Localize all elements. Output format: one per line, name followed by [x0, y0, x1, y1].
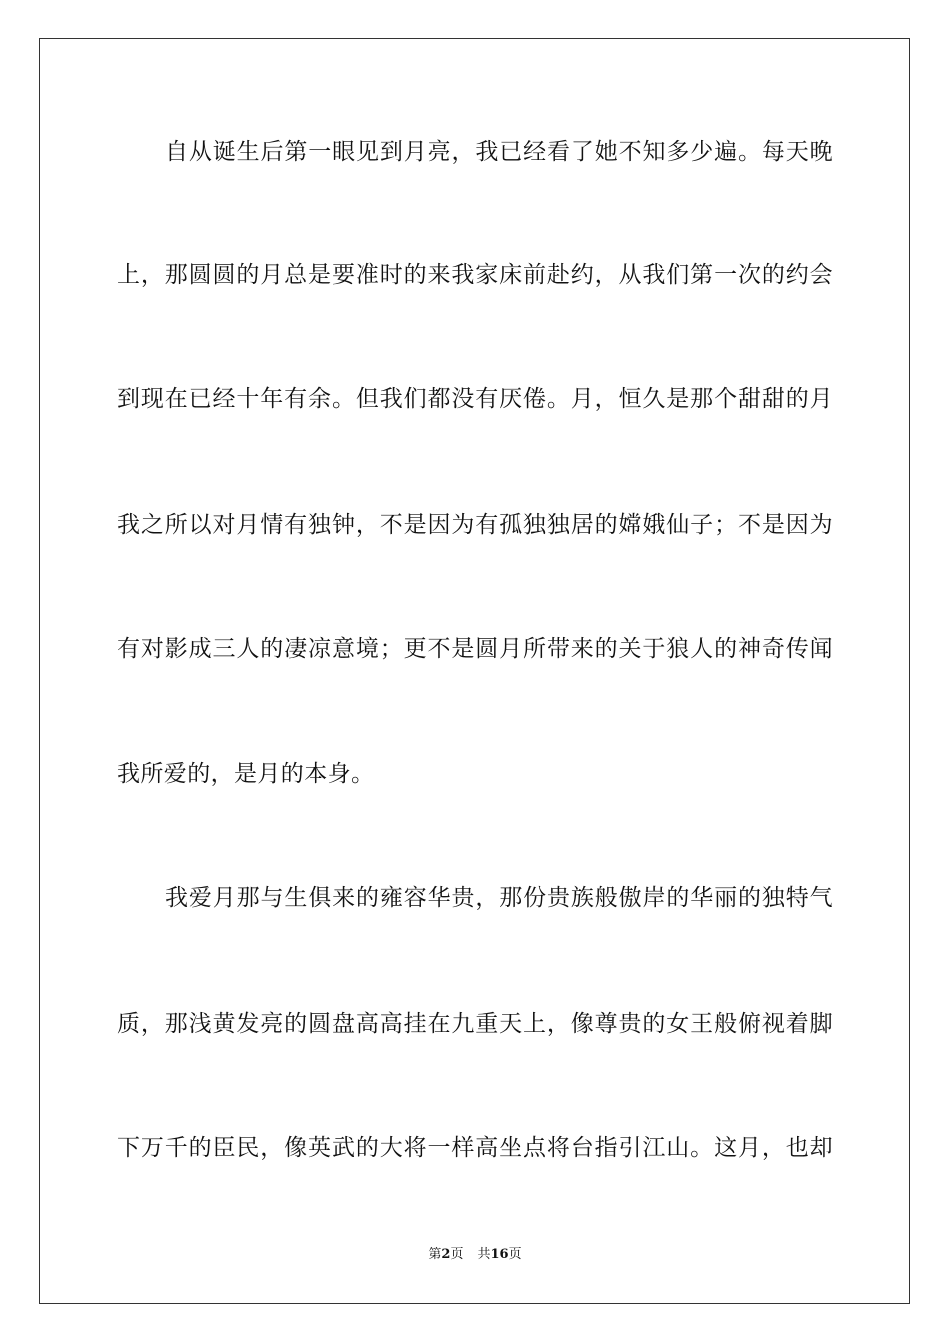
text-line: 我之所以对月情有独钟，不是因为有孤独独居的嫦娥仙子；不是因为 — [117, 512, 833, 538]
total-label-prefix: 共 — [477, 1247, 491, 1262]
total-pages: 16 — [490, 1247, 509, 1262]
page-border — [39, 38, 910, 1304]
page-label-prefix: 第 — [428, 1247, 442, 1262]
page-footer — [0, 1246, 950, 1264]
text-line: 我所爱的，是月的本身。 — [117, 761, 375, 787]
text-line: 质，那浅黄发亮的圆盘高高挂在九重天上，像尊贵的女王般俯视着脚 — [117, 1011, 833, 1037]
total-label-suffix: 页 — [508, 1247, 522, 1262]
text-line: 下万千的臣民，像英武的大将一样高坐点将台指引江山。这月，也却 — [117, 1135, 833, 1161]
text-line: 到现在已经十年有余。但我们都没有厌倦。月，恒久是那个甜甜的月 — [117, 386, 833, 412]
text-line: 自从诞生后第一眼见到月亮，我已经看了她不知多少遍。每天晚 — [165, 139, 833, 165]
text-line: 我爱月那与生俱来的雍容华贵，那份贵族般傲岸的华丽的独特气 — [165, 885, 833, 911]
page-label-suffix: 页 — [450, 1247, 464, 1262]
text-line: 上，那圆圆的月总是要准时的来我家床前赴约，从我们第一次的约会 — [117, 262, 833, 288]
page-number: 2 — [441, 1247, 451, 1262]
text-line: 有对影成三人的凄凉意境；更不是圆月所带来的关于狼人的神奇传闻 — [117, 636, 833, 662]
